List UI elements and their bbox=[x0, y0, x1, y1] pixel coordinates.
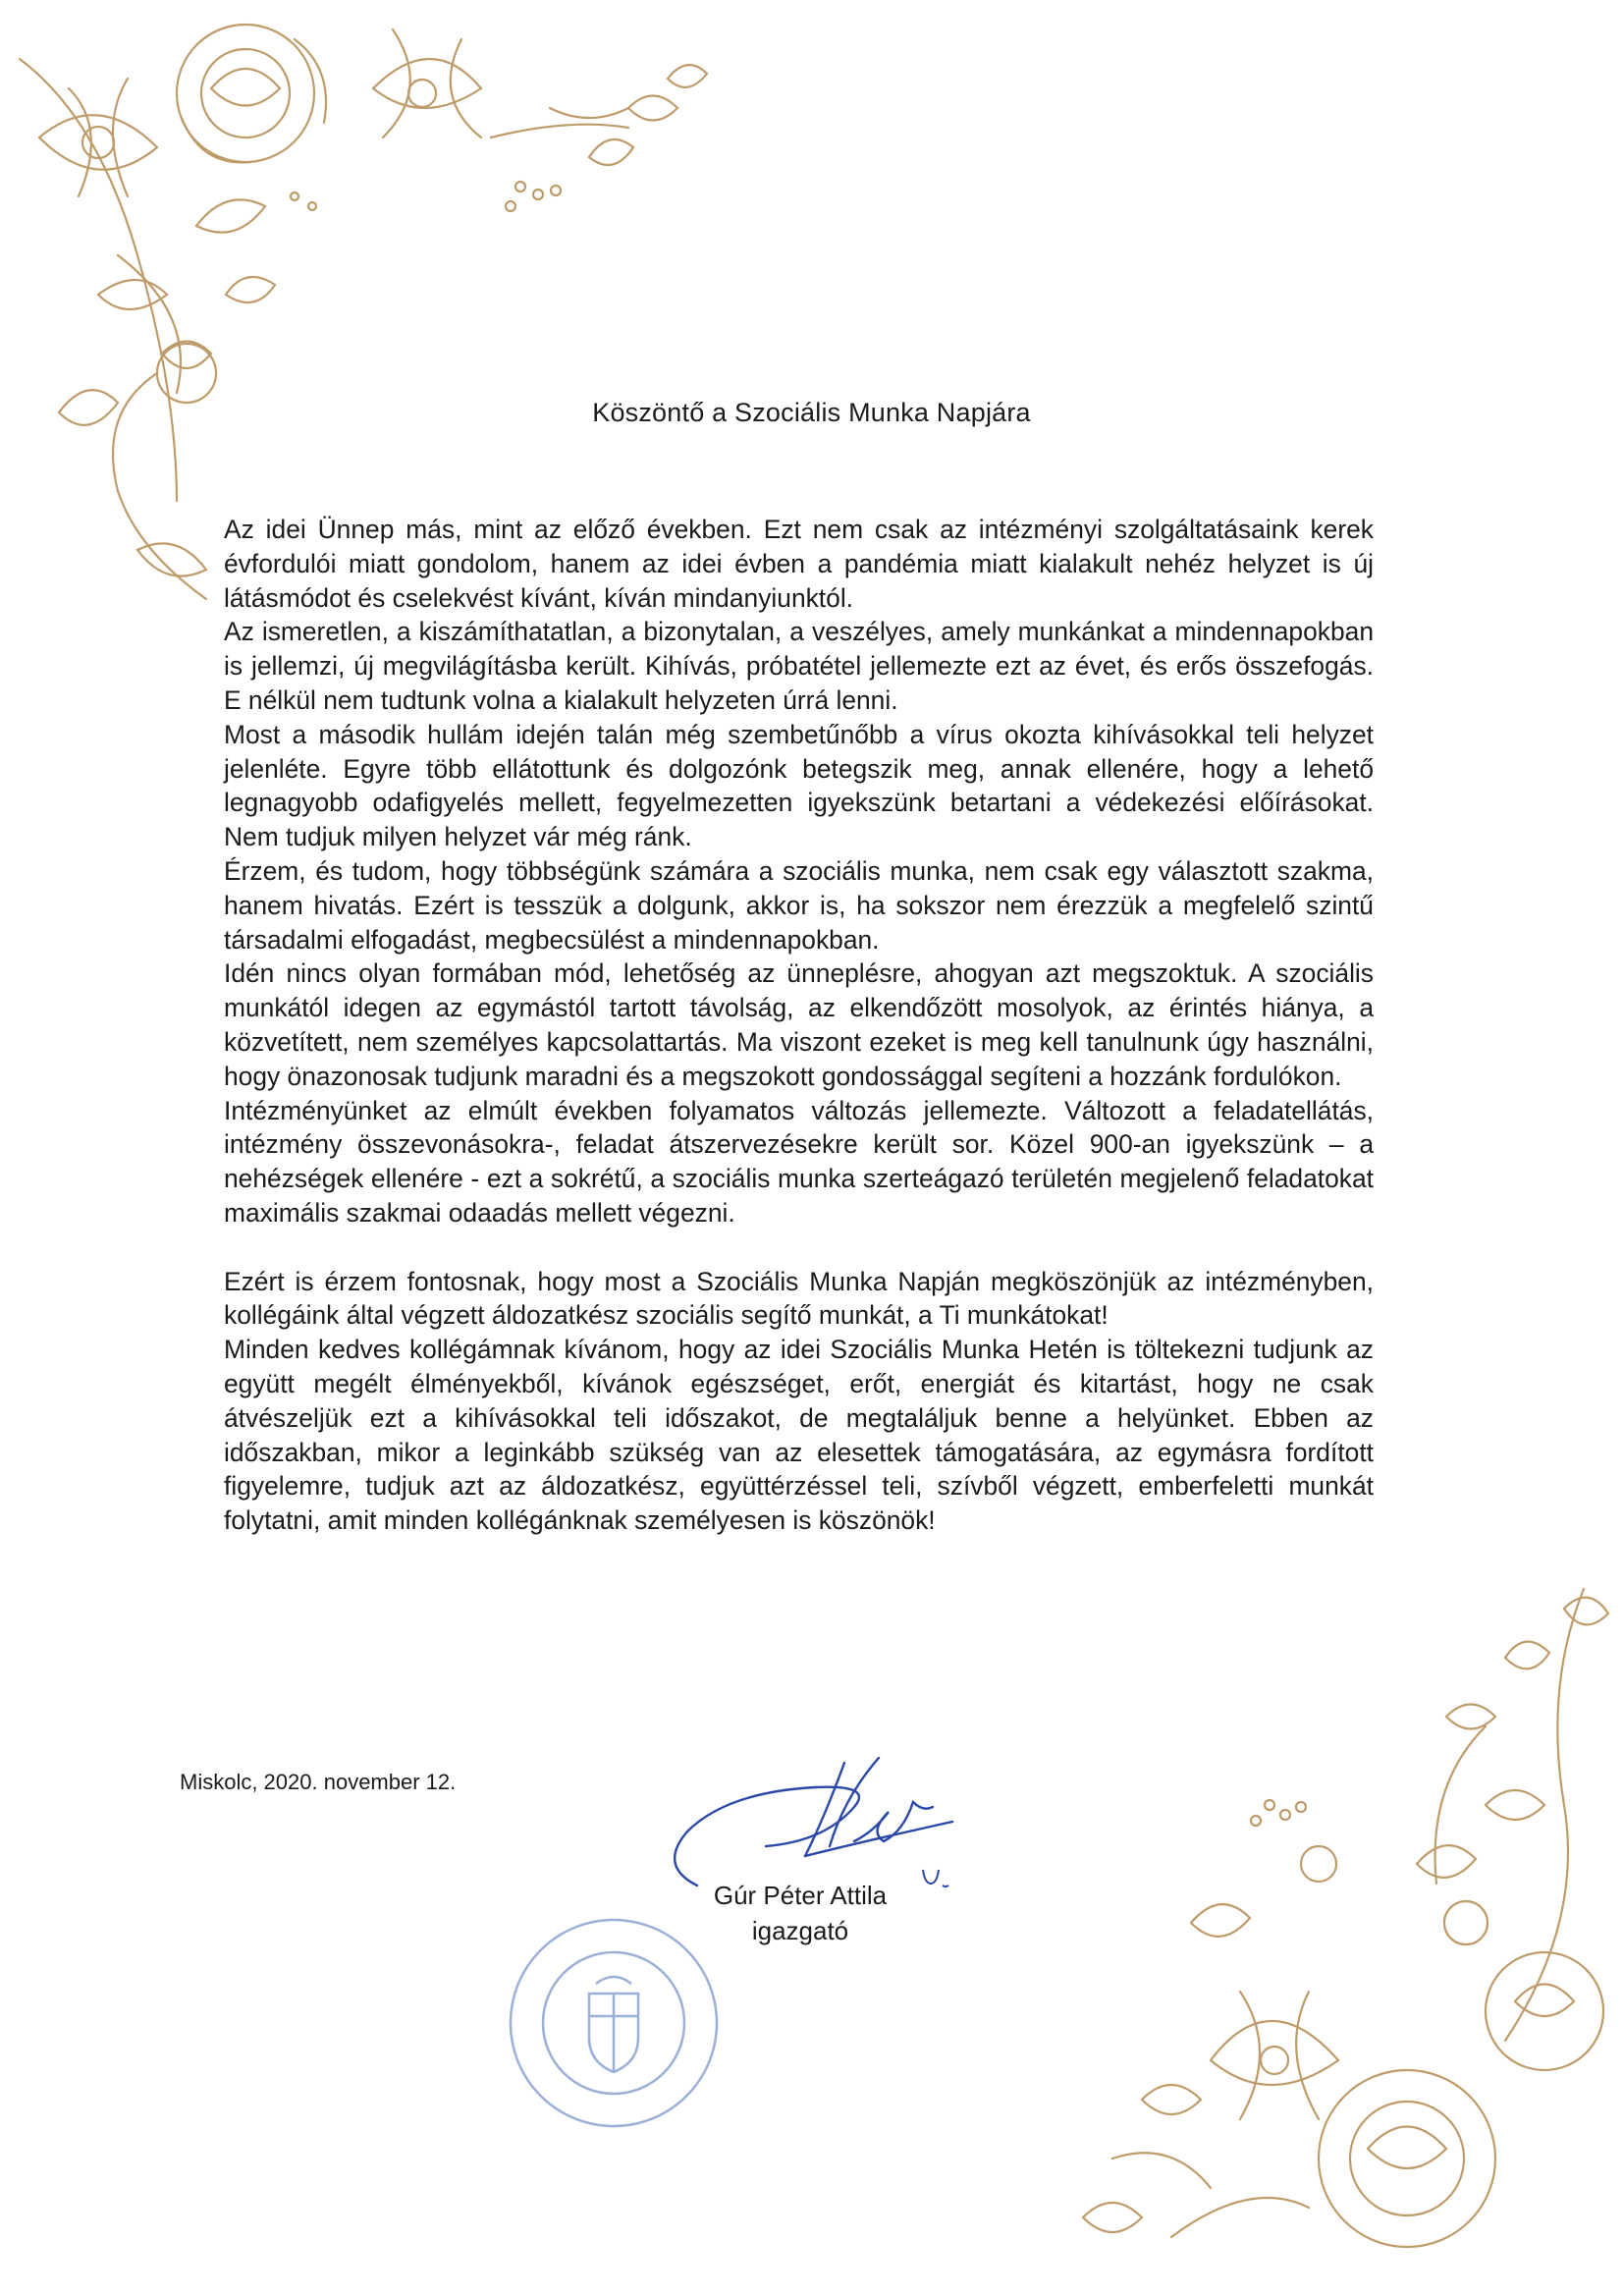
paragraph: Intézményünket az elmúlt években folyamatos változás jellemezte. Változott a feladatellátás, intézmény összevonásokra-, feladat átszervezésekre került sor. Közel 900-an igyekszünk – a nehézségek ellenére - ezt a sokrétű, a szociális munka szerteágazó területén megjelenő feladatokat maximális szakmai odaadás mellett végezni. bbox=[224, 1095, 1374, 1228]
paragraph: Most a második hullám idején talán még szembetűnőbb a vírus okozta kihívásokkal teli helyzet jelenléte. Egyre több ellátottunk és dolgozónk betegszik meg, annak ellenére, hogy a lehető legnagyobb odafigyelés mellett, fegyelmezetten igyekszünk betartani a védekezési előírásokat. Nem tudjuk milyen helyzet vár még ránk. bbox=[224, 719, 1374, 852]
document-title: Köszöntő a Szociális Munka Napjára bbox=[592, 398, 1031, 427]
official-stamp bbox=[486, 1900, 741, 2141]
letter-body bbox=[224, 513, 1374, 1538]
paragraph: Az ismeretlen, a kiszámíthatatlan, a bizonytalan, a veszélyes, amely munkánkat a mindennapokban is jellemzi, új megvilágításba került. Kihívás, próbatétel jellemezte ezt az évet, és erős összefogás. E nélkül nem tudtunk volna a kialakult helyzeten úrrá lenni. bbox=[224, 617, 1374, 715]
signer-title: igazgató bbox=[751, 1916, 849, 1945]
paragraph: Érzem, és tudom, hogy többségünk számára a szociális munka, nem csak egy választott szakma, hanem hivatás. Ezért is tesszük a dolgunk, akkor is, ha sokszor nem érezzük a megfelelő szintű társadalmi elfogadást, megbecsülést a mindennapokban. bbox=[224, 855, 1374, 955]
paragraph: Az idei Ünnep más, mint az előző években. Ezt nem csak az intézményi szolgáltatásaink kerek évfordulói miatt gondolom, hanem az idei évben a pandémia miatt kialakult nehéz helyzet is új látásmódot és cselekvést kívánt, kíván mindanyiunktól. bbox=[224, 515, 1374, 613]
paragraph: Minden kedves kollégámnak kívánom, hogy az idei Szociális Munka Hetén is töltekezni tudjunk az együtt megélt élményekből, kívánok egészséget, erőt, energiát és kitartást, hogy ne csak átvészeljük ezt a kihívásokkal teli időszakot, de megtaláljuk benne a helyünket. Ebben az időszakban, mikor a leginkább szükség van az elesettek támogatására, az egymásra fordított figyelemre, tudjuk azt az áldozatkész, együttérzéssel teli, szívből végzett, emberfeletti munkát folytatni, amit minden kollégánknak személyesen is köszönök! bbox=[224, 1335, 1374, 1536]
signer-name: Gúr Péter Attila bbox=[713, 1881, 888, 1910]
place-and-date: Miskolc, 2020. november 12. bbox=[180, 1770, 457, 1794]
paragraph: Idén nincs olyan formában mód, lehetőség az ünneplésre, ahogyan azt megszoktuk. A szociális munkától idegen az egymástól tartott távolság, az elkendőzött mosolyok, az érintés hiánya, a közvetített, nem személyes kapcsolattartás. Ma viszont ezeket is meg kell tanulnunk úgy használni, hogy önazonosak tudjunk maradni és a megszokott gondossággal segíteni a hozzánk fordulókon. bbox=[224, 958, 1374, 1091]
paragraph: Ezért is érzem fontosnak, hogy most a Szociális Munka Napján megköszönjük az intézményben, kollégáink által végzett áldozatkész szociális segítő munkát, a Ti munkátokat! bbox=[224, 1266, 1374, 1331]
floral-ornament-bottom-right bbox=[995, 1550, 1623, 2296]
